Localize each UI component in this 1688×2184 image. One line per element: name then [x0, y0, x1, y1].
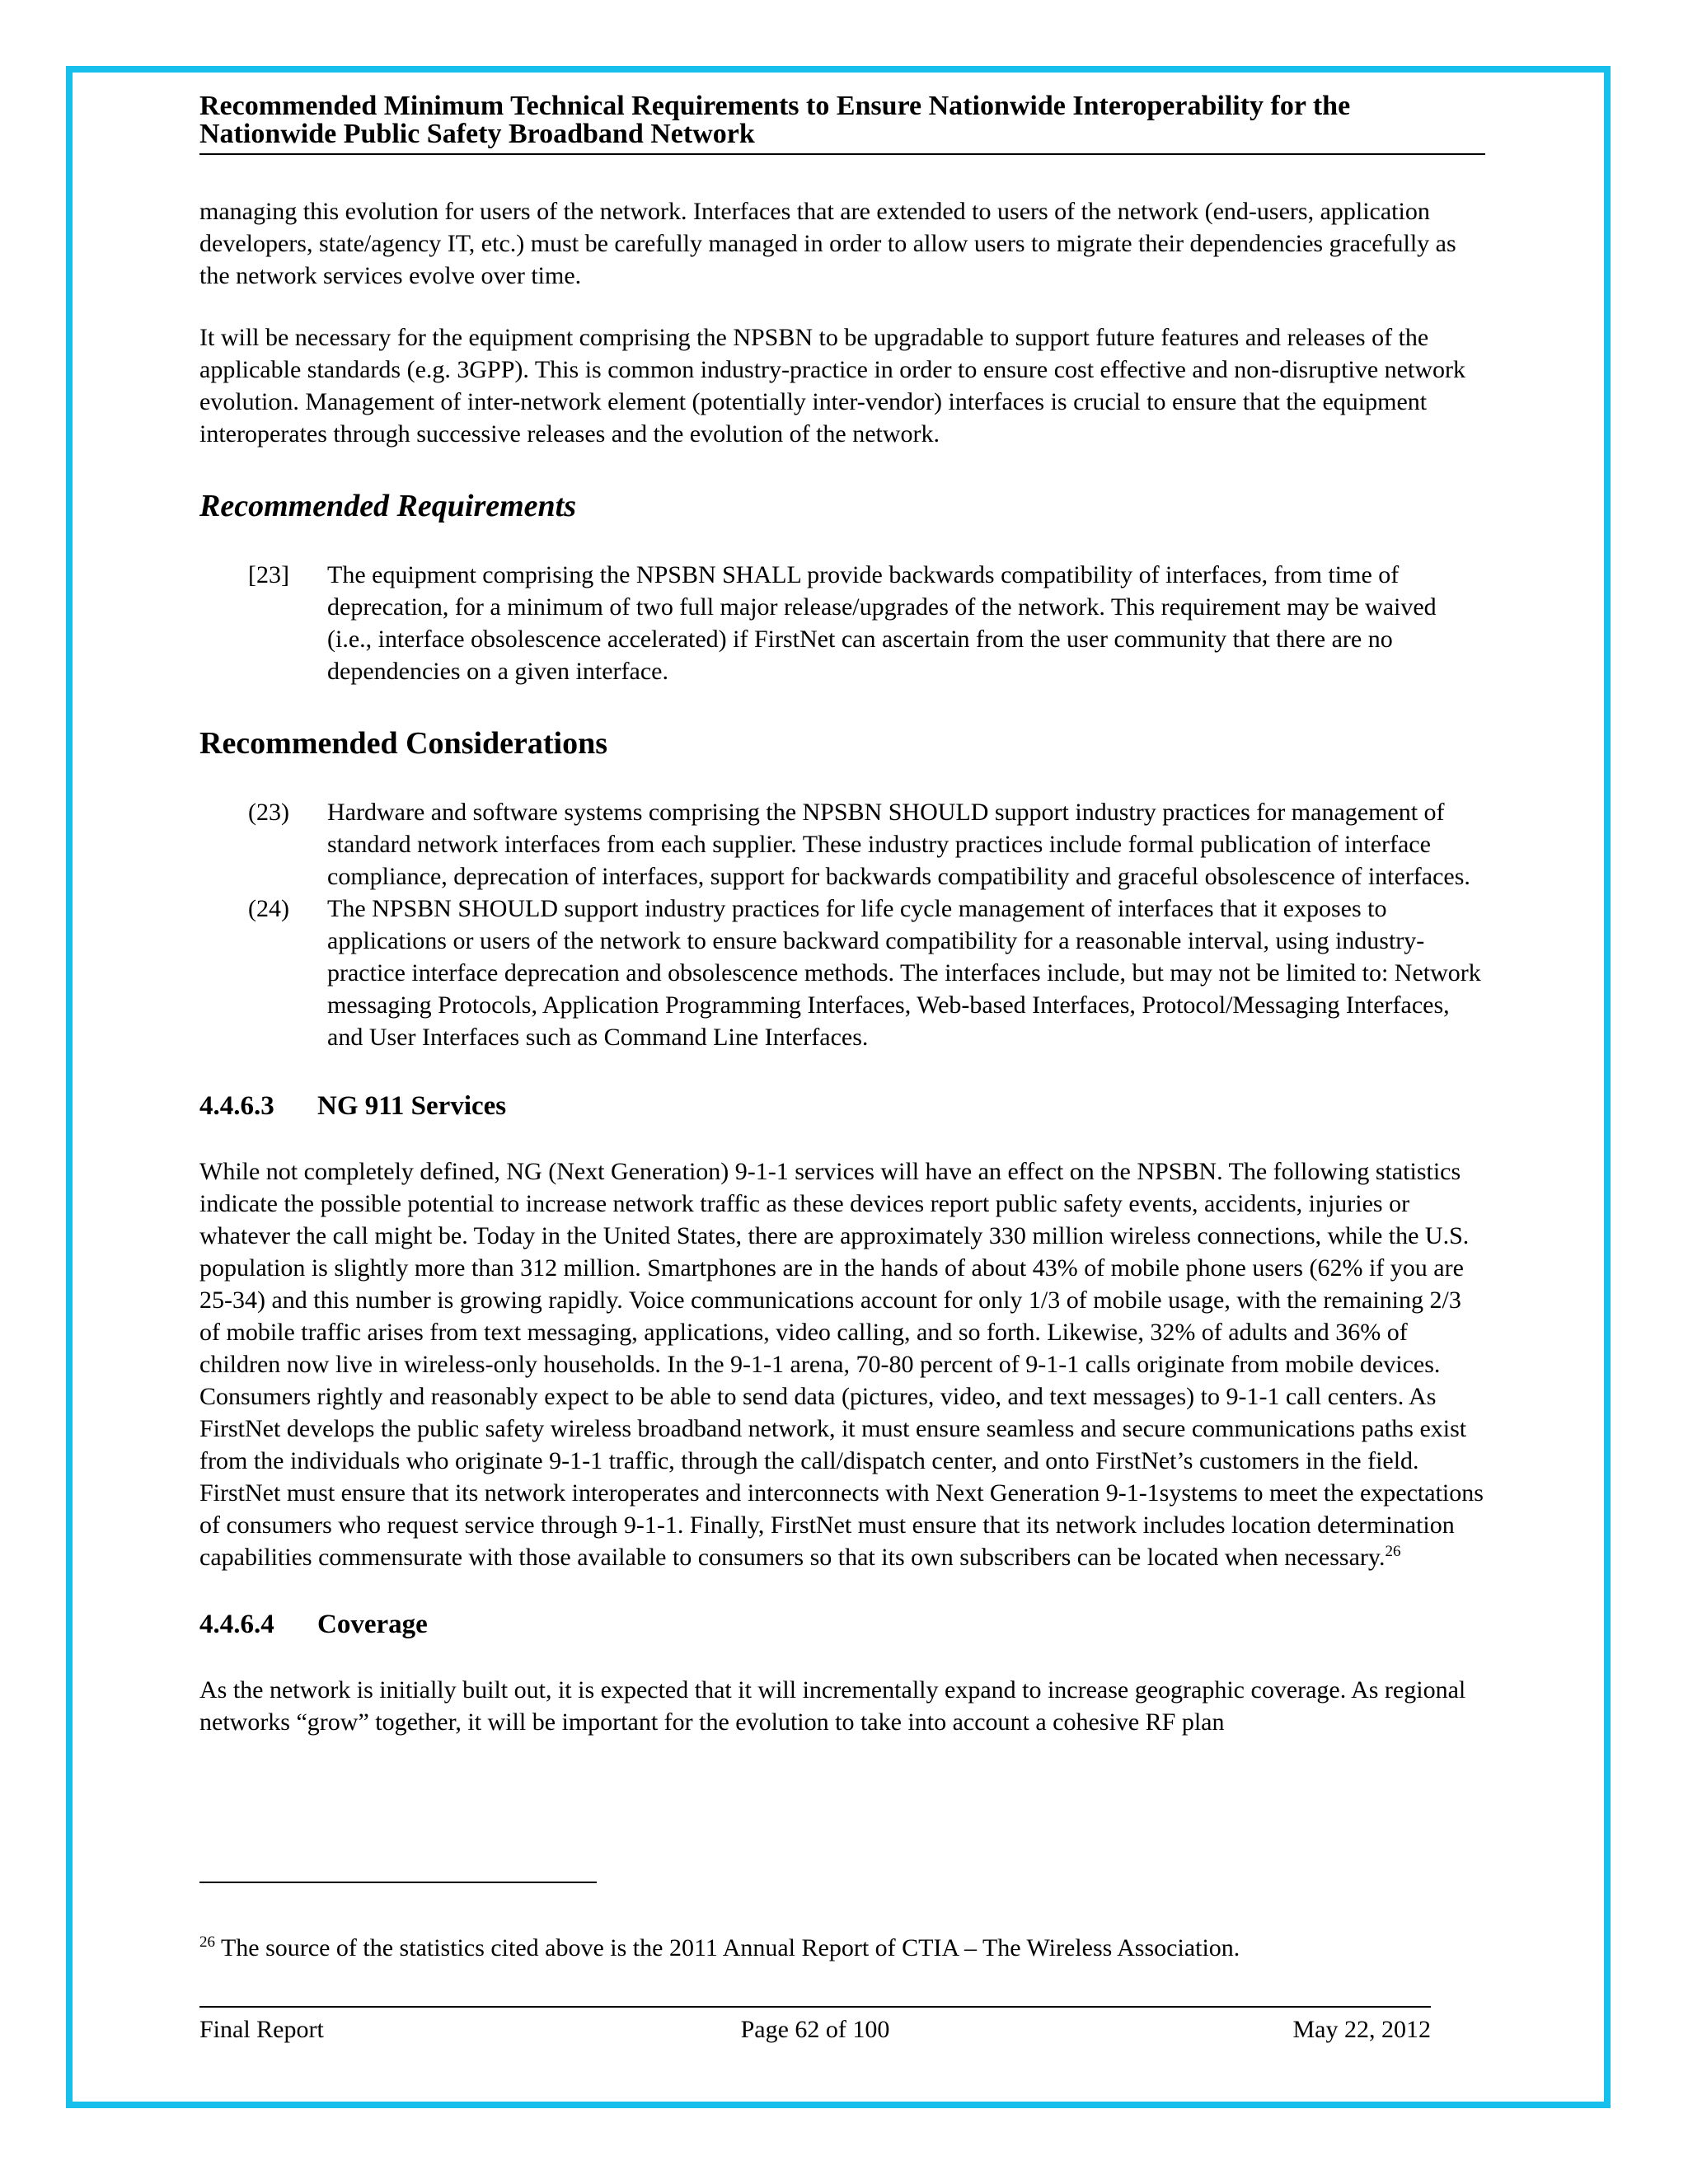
paragraph-coverage: As the network is initially built out, it is expected that it will incrementally expand to increase geographic coverage. As regional networks “grow” together, it will be important for the evolution to take into account a cohesive RF plan — [199, 1676, 1466, 1736]
recommended-requirements-heading: Recommended Requirements — [199, 489, 577, 523]
section-number: 4.4.6.3 — [199, 1091, 274, 1121]
list-item — [199, 796, 1485, 893]
footnote-mark: 26 — [199, 1933, 215, 1951]
running-header — [199, 92, 1485, 155]
document-page — [199, 92, 1485, 1768]
footer-page-number: Page 62 of 100 — [740, 2016, 890, 2043]
section-heading-ng911 — [199, 1090, 1485, 1122]
header-line-1: Recommended Minimum Technical Requirements to Ensure Nationwide Interoperability for the — [199, 91, 1351, 121]
footnote — [199, 1933, 1485, 1964]
requirements-list — [199, 559, 1485, 687]
list-item — [199, 893, 1485, 1053]
section-title: Coverage — [317, 1610, 428, 1639]
footer-report-label: Final Report — [199, 2016, 324, 2043]
recommended-considerations-heading: Recommended Considerations — [199, 726, 608, 761]
consideration-text: The NPSBN SHOULD support industry practices for life cycle management of interfaces that it exposes to applications or users of the network to ensure backward compatibility for a reasonable interval, using industry-practice interface deprecation and obsolescence methods. The interfaces include, but may not be limited to: Network messaging Protocols, Application Programming Interfaces, Web-based Interfaces, Protocol/Messaging Interfaces, and User Interfaces such as Command Line Interfaces. — [327, 895, 1481, 1051]
document-body — [199, 195, 1485, 1738]
considerations-list — [199, 796, 1485, 1053]
ng911-text: While not completely defined, NG (Next Generation) 9-1-1 services will have an effect on the NPSBN. The following statistics indicate the possible potential to increase network traffic as these devices report public safety events, accidents, injuries or whatever the call might be. Today in the United States, there are approximately 330 million wireless connections, while the U.S. population is slightly more than 312 million. Smartphones are in the hands of about 43% of mobile phone users (62% if you are 25-34) and this number is growing rapidly. Voice communications account for only 1/3 of mobile usage, with the remaining 2/3 of mobile traffic arises from text messaging, applications, video calling, and so forth. Likewise, 32% of adults and 36% of children now live in wireless-only households. In the 9-1-1 arena, 70-80 percent of 9-1-1 calls originate from mobile devices. Consumers rightly and reasonably expect to be able to send data (pictures, video, and text messages) to 9-1-1 call centers. As FirstNet develops the public safety wireless broadband network, it must ensure seamless and secure communications paths exist from the individuals who originate 9-1-1 traffic, through the call/dispatch center, and onto FirstNet’s customers in the field. FirstNet must ensure that its network interoperates and interconnects with Next Generation 9-1-1systems to meet the expectations of consumers who request service through 9-1-1. Finally, FirstNet must ensure that its network includes location determination capabilities commensurate with those available to consumers so that its own subscribers can be located when necessary. — [199, 1158, 1484, 1571]
paragraph-evolution: managing this evolution for users of the network. Interfaces that are extended to users of the network (end-users, application developers, state/agency IT, etc.) must be carefully managed in order to allow users to migrate their dependencies gracefully as the network services evolve over time. — [199, 198, 1456, 289]
consideration-text: Hardware and software systems comprising the NPSBN SHOULD support industry practices for management of standard network interfaces from each supplier. These industry practices include formal publication of interface compliance, deprecation of interfaces, support for backwards compatibility and graceful obsolescence of interfaces. — [327, 799, 1470, 890]
section-number: 4.4.6.4 — [199, 1610, 274, 1639]
footnote-reference[interactable]: 26 — [1385, 1543, 1401, 1560]
consideration-number: (23) — [248, 799, 289, 826]
consideration-number: (24) — [248, 895, 289, 922]
list-item — [199, 559, 1485, 687]
footnote-separator — [199, 1882, 597, 1883]
requirement-number: [23] — [248, 561, 289, 588]
footer-date: May 22, 2012 — [1292, 2016, 1431, 2043]
footnote-text: The source of the statistics cited above is the 2011 Annual Report of CTIA – The Wireless Association. — [215, 1934, 1240, 1961]
footer-divider — [199, 2006, 1431, 2008]
section-title: NG 911 Services — [317, 1091, 507, 1121]
section-heading-coverage — [199, 1608, 1485, 1641]
requirement-text: The equipment comprising the NPSBN SHALL provide backwards compatibility of interfaces, from time of deprecation, for a minimum of two full major release/upgrades of the network. This requirement may be waived (i.e., interface obsolescence accelerated) if FirstNet can ascertain from the user community that there are no dependencies on a given interface. — [327, 561, 1437, 685]
paragraph-ng911 — [199, 1155, 1485, 1573]
header-line-2: Nationwide Public Safety Broadband Network — [199, 119, 755, 149]
paragraph-upgradable: It will be necessary for the equipment comprising the NPSBN to be upgradable to support future features and releases of the applicable standards (e.g. 3GPP). This is common industry-practice in order to ensure cost effective and non-disruptive network evolution. Management of inter-network element (potentially inter-vendor) interfaces is crucial to ensure that the equipment interoperates through successive releases and the evolution of the network. — [199, 324, 1465, 448]
